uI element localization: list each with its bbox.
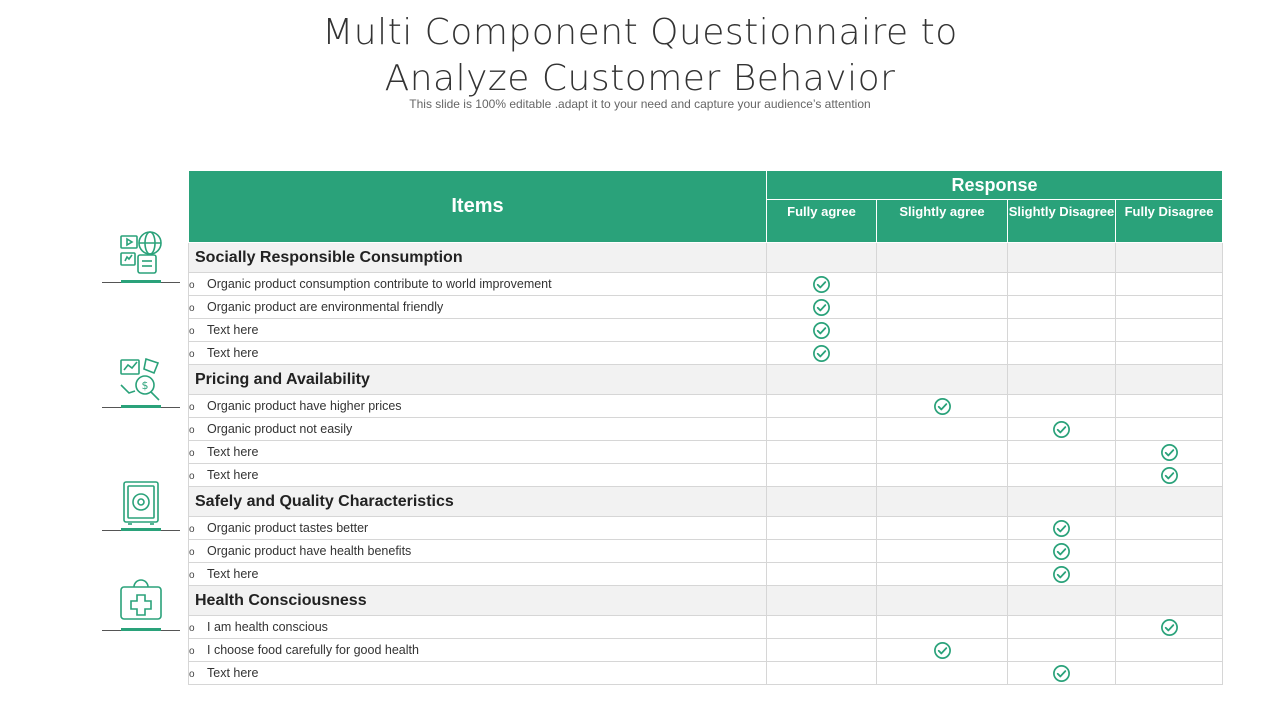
column-header-slightly-disagree: Slightly Disagree [1008,200,1116,243]
questionnaire-table [188,170,1223,685]
item-cell [189,296,767,319]
empty-cell [1116,365,1223,395]
table-row [189,342,1223,365]
response-cell [1008,296,1116,319]
bullet: o [189,471,195,482]
items-header: Items [189,171,767,243]
checkmark-icon [1160,443,1179,462]
response-cell [1008,395,1116,418]
response-cell [767,662,877,685]
item-label: I am health conscious [207,620,328,634]
response-cell [767,563,877,586]
title-line-2: Analyze Customer Behavior [384,58,896,99]
item-label: Text here [207,567,259,581]
item-cell [189,418,767,441]
response-cell [1008,563,1116,586]
checkmark-icon [1052,664,1071,683]
response-cell [1116,319,1223,342]
column-header-fully-agree: Fully agree [767,200,877,243]
response-cell [767,296,877,319]
item-cell [189,517,767,540]
item-cell [189,662,767,685]
column-header-slightly-agree: Slightly agree [877,200,1008,243]
checkmark-icon [1052,542,1071,561]
slide-subtitle: This slide is 100% editable .adapt it to your need and capture your audience’s attention [409,97,871,111]
safe-vault-icon [116,478,166,528]
item-label: Text here [207,666,259,680]
bullet: o [189,303,195,314]
response-cell [1116,563,1223,586]
empty-cell [767,243,877,273]
response-cell [1008,517,1116,540]
empty-cell [1008,586,1116,616]
table-row [189,464,1223,487]
response-cell [1116,395,1223,418]
item-label: Text here [207,346,259,360]
table-row [189,563,1223,586]
response-cell [1008,441,1116,464]
item-cell [189,342,767,365]
response-cell [877,517,1008,540]
table-row [189,662,1223,685]
checkmark-icon [933,641,952,660]
item-label: I choose food carefully for good health [207,643,419,657]
accent-bar [121,628,161,631]
bullet: o [189,402,195,413]
response-cell [1116,441,1223,464]
empty-cell [767,487,877,517]
section-title: Pricing and Availability [189,365,767,395]
response-cell [877,563,1008,586]
response-cell [1116,418,1223,441]
response-cell [767,395,877,418]
title-line-1: Multi Component Questionnaire to [322,12,958,53]
item-cell [189,319,767,342]
response-cell [1116,616,1223,639]
response-cell [1116,273,1223,296]
accent-bar [121,280,161,283]
checkmark-icon [812,344,831,363]
bullet: o [189,570,195,581]
section-row [189,365,1223,395]
section-row [189,586,1223,616]
checkmark-icon [1052,519,1071,538]
item-cell [189,464,767,487]
response-cell [877,441,1008,464]
response-cell [1008,662,1116,685]
response-cell [877,273,1008,296]
empty-cell [1008,487,1116,517]
response-cell [877,540,1008,563]
response-cell [1008,540,1116,563]
checkmark-icon [1052,565,1071,584]
response-cell [767,616,877,639]
response-cell [877,319,1008,342]
bullet: o [189,524,195,535]
section-title: Health Consciousness [189,586,767,616]
slide-title [0,10,1280,102]
response-cell [1008,319,1116,342]
item-label: Organic product not easily [207,422,353,436]
empty-cell [1008,243,1116,273]
response-cell [877,296,1008,319]
item-label: Organic product have higher prices [207,399,402,413]
checkmark-icon [1052,420,1071,439]
response-cell [767,319,877,342]
response-cell [767,517,877,540]
response-cell [1008,464,1116,487]
response-cell [767,540,877,563]
item-cell [189,639,767,662]
item-cell [189,616,767,639]
bullet: o [189,547,195,558]
svg-text:$: $ [141,379,149,392]
accent-bar [121,405,161,408]
section-title: Safely and Quality Characteristics [189,487,767,517]
checkmark-icon [933,397,952,416]
empty-cell [877,487,1008,517]
response-cell [877,342,1008,365]
checkmark-icon [812,321,831,340]
response-cell [1008,342,1116,365]
accent-bar [121,528,161,531]
checkmark-icon [1160,466,1179,485]
response-cell [767,273,877,296]
response-cell [877,616,1008,639]
section-row [189,487,1223,517]
response-cell [877,418,1008,441]
table-row [189,273,1223,296]
table-row [189,517,1223,540]
response-cell [877,395,1008,418]
column-header-fully-disagree: Fully Disagree [1116,200,1223,243]
response-cell [767,342,877,365]
bullet: o [189,623,195,634]
item-cell [189,273,767,296]
item-label: Organic product have health benefits [207,544,412,558]
response-cell [1008,418,1116,441]
social-media-globe-icon [116,228,166,278]
section-title: Socially Responsible Consumption [189,243,767,273]
section-row [189,243,1223,273]
empty-cell [877,365,1008,395]
empty-cell [767,365,877,395]
response-cell [1008,273,1116,296]
item-label: Text here [207,445,259,459]
response-cell [1116,662,1223,685]
empty-cell [877,243,1008,273]
item-cell [189,441,767,464]
empty-cell [1116,586,1223,616]
response-header: Response [767,171,1223,200]
checkmark-icon [812,298,831,317]
table-body [189,243,1223,685]
empty-cell [1116,487,1223,517]
item-label: Organic product consumption contribute to world improvement [207,277,552,291]
checkmark-icon [812,275,831,294]
response-cell [877,639,1008,662]
item-cell [189,563,767,586]
first-aid-kit-icon [116,578,166,628]
empty-cell [767,586,877,616]
item-label: Text here [207,468,259,482]
table-row [189,639,1223,662]
response-cell [1116,296,1223,319]
table-row [189,441,1223,464]
item-label: Text here [207,323,259,337]
response-cell [767,418,877,441]
bullet: o [189,669,195,680]
table-row [189,540,1223,563]
table-row [189,418,1223,441]
empty-cell [877,586,1008,616]
response-cell [1116,464,1223,487]
bullet: o [189,448,195,459]
item-cell [189,540,767,563]
response-cell [1116,540,1223,563]
checkmark-icon [1160,618,1179,637]
item-cell [189,395,767,418]
empty-cell [1116,243,1223,273]
price-analysis-icon [116,355,166,405]
response-cell [1116,639,1223,662]
response-cell [767,639,877,662]
response-cell [1008,639,1116,662]
bullet: o [189,280,195,291]
bullet: o [189,349,195,360]
bullet: o [189,425,195,436]
table-row [189,319,1223,342]
bullet: o [189,326,195,337]
response-cell [1116,517,1223,540]
response-cell [1116,342,1223,365]
response-cell [767,441,877,464]
response-cell [1008,616,1116,639]
empty-cell [1008,365,1116,395]
response-cell [877,662,1008,685]
response-cell [877,464,1008,487]
table-row [189,296,1223,319]
item-label: Organic product tastes better [207,521,369,535]
bullet: o [189,646,195,657]
item-label: Organic product are environmental friendly [207,300,444,314]
response-cell [767,464,877,487]
table-row [189,395,1223,418]
table-row [189,616,1223,639]
